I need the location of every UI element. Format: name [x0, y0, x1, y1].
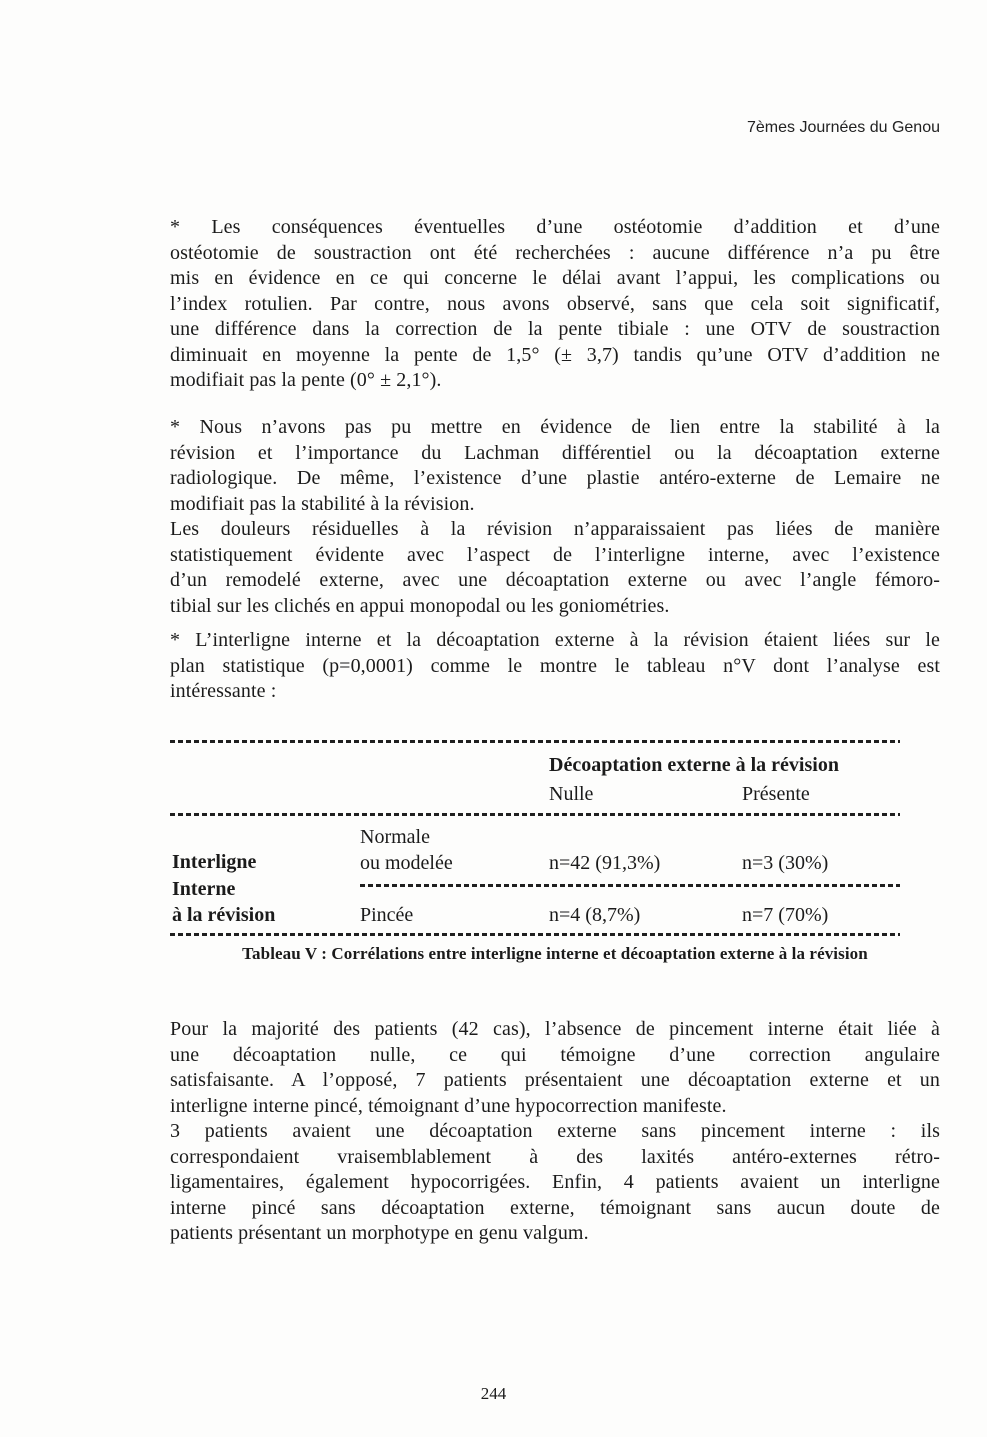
table-group-header: Décoaptation externe à la révision	[549, 754, 839, 776]
row1-label-line1: Normale	[360, 826, 430, 848]
text-line: diminuait en moyenne la pente de 1,5° (± 3,7) tandis qu’une OTV d’addition ne	[170, 343, 940, 366]
text-line: interligne interne pincé, témoignant d’une hypocorrection manifeste.	[170, 1094, 727, 1117]
paragraph-stabilite	[170, 415, 940, 517]
text-line: tibial sur les clichés en appui monopodal ou les goniométries.	[170, 594, 670, 617]
text-line: correspondaient vraisemblablement à des laxités antéro-externes rétro-	[170, 1145, 940, 1168]
dashed-rule-mid	[360, 884, 900, 887]
paragraph-3-patients	[170, 1119, 940, 1247]
paragraph-osteotomie	[170, 215, 940, 394]
text-line: interne pincé sans décoaptation externe, témoignant sans aucun doute de	[170, 1196, 940, 1219]
text-line: patients présentant un morphotype en genu valgum.	[170, 1222, 589, 1244]
col-header-presente: Présente	[742, 783, 810, 805]
text-line: révision et l’importance du Lachman différentiel ou la décoaptation externe	[170, 441, 940, 464]
row1-value-nulle: n=42 (91,3%)	[549, 852, 661, 874]
page-number: 244	[480, 1384, 507, 1403]
text-line: satisfaisante. A l’opposé, 7 patients présentaient une décoaptation externe et un	[170, 1069, 940, 1091]
text-line: ligamentaires, également hypocorrigées. Enfin, 4 patients avaient un interligne	[170, 1171, 940, 1193]
row1-value-presente: n=3 (30%)	[742, 852, 829, 874]
text-line: une décoaptation nulle, ce qui témoigne d’une correction angulaire	[170, 1043, 940, 1066]
paragraph-majorite	[170, 1017, 940, 1119]
text-line: statistiquement évidente avec l’aspect de l’interligne interne, avec l’existence	[170, 543, 940, 566]
row-group-label-line2: Interne	[172, 878, 236, 900]
text-line: d’un remodelé externe, avec une décoaptation externe ou avec l’angle fémoro-	[170, 569, 940, 591]
dashed-rule-bottom	[170, 933, 900, 936]
text-line: mis en évidence en ce qui concerne le délai avant l’appui, les complications ou	[170, 267, 940, 289]
text-line: ostéotomie de soustraction ont été recherchées : aucune différence n’a pu être	[170, 241, 940, 264]
col-header-nulle: Nulle	[549, 783, 594, 805]
table-v	[170, 738, 900, 940]
dashed-rule-header	[170, 813, 900, 816]
text-line: Pour la majorité des patients (42 cas), l’absence de pincement interne était liée à	[170, 1018, 940, 1040]
text-line: Les douleurs résiduelles à la révision n’apparaissaient pas liées de manière	[170, 518, 940, 540]
row-group-label-line1: Interligne	[172, 851, 257, 873]
text-line: l’index rotulien. Par contre, nous avons observé, sans que cela soit significatif,	[170, 292, 940, 315]
text-line: * Nous n’avons pas pu mettre en évidence de lien entre la stabilité à la	[170, 416, 940, 438]
paragraph-douleurs	[170, 517, 940, 619]
text-line: une différence dans la correction de la pente tibiale : une OTV de soustraction	[170, 318, 940, 340]
text-line: 3 patients avaient une décoaptation externe sans pincement interne : ils	[170, 1120, 940, 1142]
text-line: plan statistique (p=0,0001) comme le montre le tableau n°V dont l’analyse est	[170, 654, 940, 677]
row2-value-presente: n=7 (70%)	[742, 904, 829, 926]
text-line: modifiait pas la pente (0° ± 2,1°).	[170, 369, 442, 391]
dashed-rule-top	[170, 740, 900, 743]
row1-label-line2: ou modelée	[360, 852, 453, 874]
paragraph-interligne	[170, 628, 940, 705]
row2-label: Pincée	[360, 904, 414, 926]
row2-value-nulle: n=4 (8,7%)	[549, 904, 641, 926]
table-caption: Tableau V : Corrélations entre interligne interne et décoaptation externe à la révision	[242, 944, 868, 963]
text-line: * Les conséquences éventuelles d’une ostéotomie d’addition et d’une	[170, 216, 940, 238]
text-line: modifiait pas la stabilité à la révision.	[170, 492, 475, 515]
text-line: * L’interligne interne et la décoaptation externe à la révision étaient liées sur le	[170, 629, 940, 651]
running-header: 7èmes Journées du Genou	[746, 119, 940, 136]
text-line: radiologique. De même, l’existence d’une plastie antéro-externe de Lemaire ne	[170, 467, 940, 489]
row-group-label-line3: à la révision	[172, 904, 276, 926]
text-line: intéressante :	[170, 680, 277, 702]
